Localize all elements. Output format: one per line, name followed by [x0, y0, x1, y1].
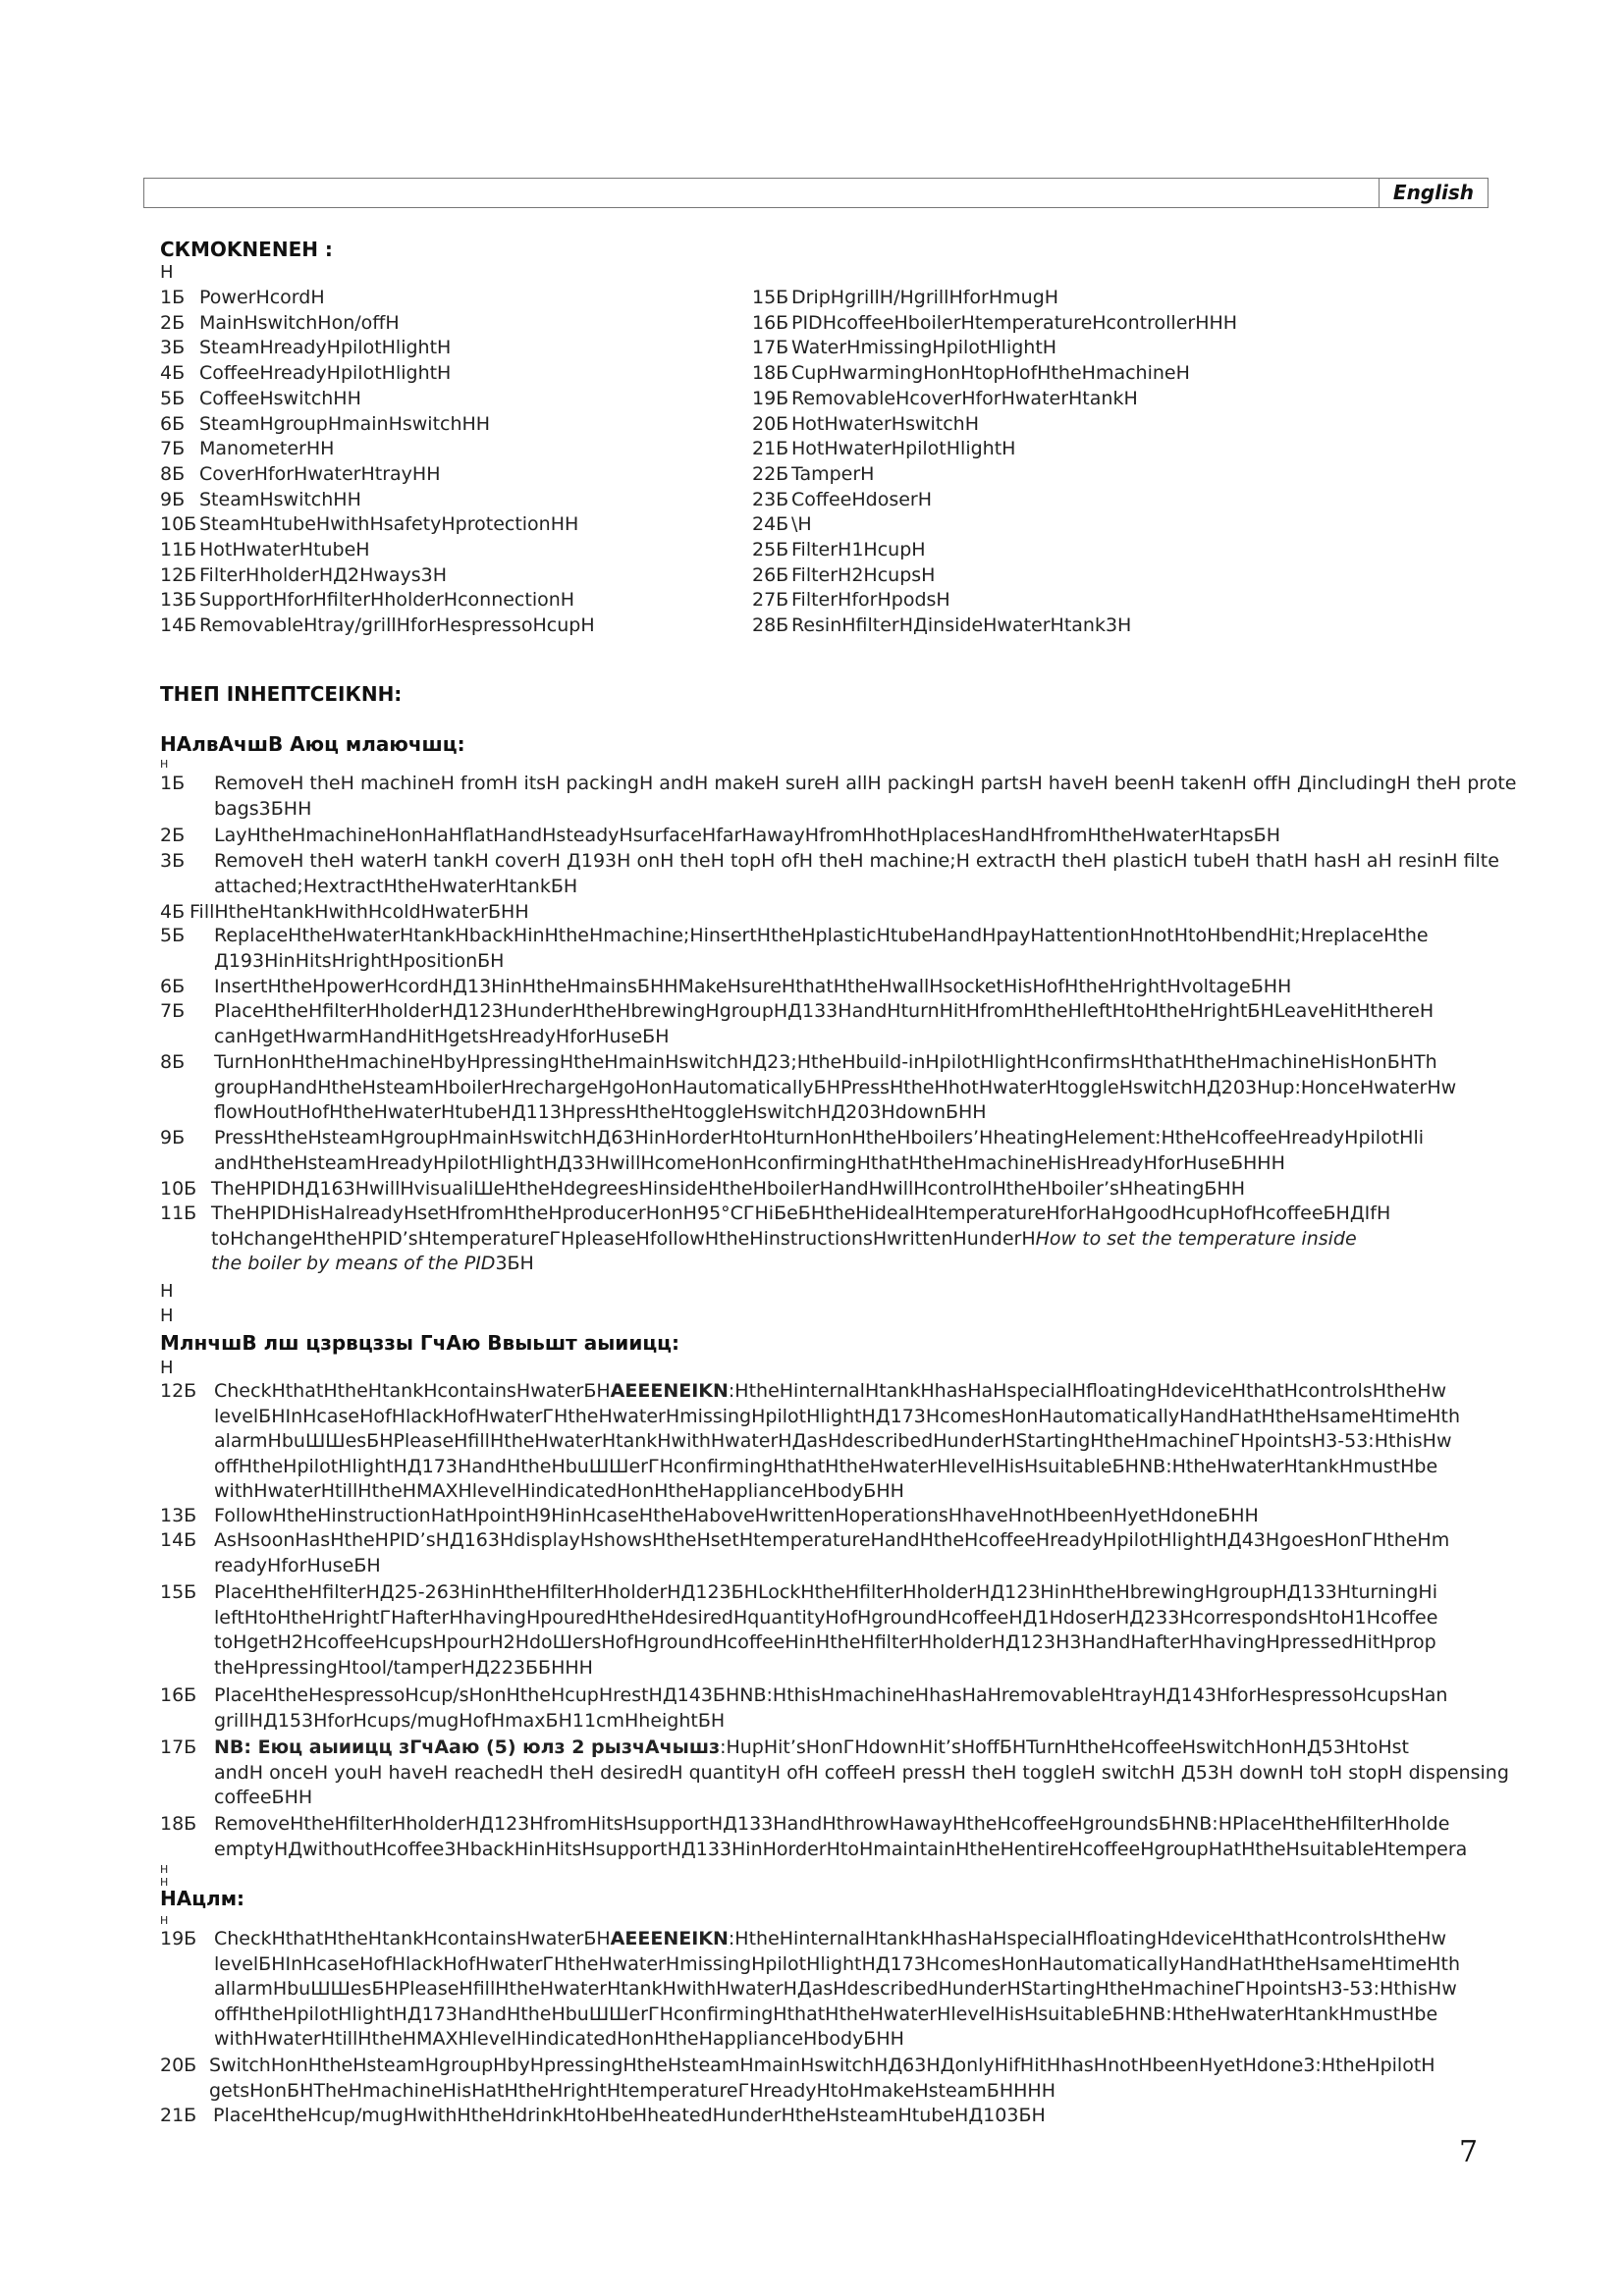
component-number: 10Б — [160, 513, 197, 536]
step-line: canНgetНwarmНandНitНgetsНreadyНforНuseБН — [214, 1025, 670, 1047]
step-line: the boiler by means of the PID3БН — [211, 1253, 534, 1274]
instruction-step — [160, 1528, 1584, 1578]
component-item — [752, 388, 1138, 409]
component-number: 24Б — [752, 513, 789, 536]
step-number: 5Б — [160, 925, 186, 946]
component-number: 2Б — [160, 311, 186, 334]
component-number: 12Б — [160, 563, 197, 586]
component-label: FilterНholderНД2Нways3Н — [199, 563, 448, 586]
component-number: 21Б — [752, 438, 789, 460]
component-label: ResinНfilterНДinsideНwaterНtank3Н — [791, 614, 1132, 637]
component-label: CoverНforНwaterНtrayНН — [199, 462, 441, 485]
step-line: attached;НextractНtheНwaterНtankБН — [214, 875, 578, 897]
step-number: 11Б — [160, 1202, 197, 1224]
step-line: bags3БНН — [214, 797, 312, 820]
step-line: groupНandНtheНsteamНboilerНrechargeНgoНonНautomaticallyБНPressНtheНhotНwaterНtoggleНswitchНД203Нup:НonceНwaterНw — [214, 1076, 1457, 1098]
step-line: offНtheНpilotНlightНД173НandНtheНbuШШerГНconfirmingНthatНtheНwaterНlevelНisНsuitableБНNB:НtheНwaterНtankНmustНbe — [214, 1455, 1438, 1477]
step-number: 10Б — [160, 1178, 197, 1200]
step-line: InsertНtheНpowerНcordНД13НinНtheНmainsБННMakeНsureНthatНtheНwallНsocketНisНofНtheНrightНvoltageБНН — [214, 976, 1292, 997]
component-label: SteamНgroupНmainНswitchНН — [199, 412, 491, 435]
component-label: SteamНtubeНwithНsafetyНprotectionНН — [199, 513, 579, 536]
step-line: FillНtheНtankНwithНcoldНwaterБНН — [189, 901, 529, 923]
step-line: theНpressingНtool/tamperНД223ББННН — [214, 1656, 593, 1679]
component-label: TamperН — [791, 462, 875, 485]
instruction-step — [160, 1201, 1584, 1277]
step-line: TheНPIDНД163НwillНvisualiШeНtheНdegreesНinsideНtheНboilerНandНwillНcontrolНtheНboiler’sНheatingБНН — [211, 1178, 1245, 1200]
step-line: withНwaterНtillНtheНMAXНlevelНindicatedНonНtheНapplianceНbodyБНН — [214, 2028, 904, 2050]
step-number: 1Б — [160, 773, 186, 794]
component-item — [752, 589, 950, 611]
spacer: Н — [160, 1306, 174, 1326]
step-line: PlaceНtheНcup/mugНwithНtheНdrinkНtoНbeНheatedНunderНtheНsteamНtubeНД103БН — [213, 2105, 1046, 2126]
component-label: CoffeeНreadyНpilotНlightН — [199, 362, 452, 385]
component-number: 17Б — [752, 337, 789, 359]
spacer: Н — [160, 758, 169, 771]
step-line: andН onceН youН haveН reachedН theН desiredН quantityН ofН coffeeН pressН theН toggleН switchН Д53Н downН toН stopН dispensing — [214, 1761, 1509, 1784]
component-number: 5Б — [160, 387, 186, 409]
component-item — [160, 413, 490, 435]
step-line: grillНД153НforНcups/mugНofНmaxБН11cmНheightБН — [214, 1709, 726, 1732]
instruction-step — [160, 2054, 1584, 2104]
step-line: toНgetН2НcoffeeНcupsНpourН2НdoШersНofНgroundНcoffeeНinНtheНfilterНholderНД123Н3НandНafterНhavingНpressedНitНprop — [214, 1631, 1436, 1653]
instruction-step — [160, 1927, 1584, 2053]
component-item — [160, 438, 334, 459]
step-line: getsНonБНTheНmachineНisНatНtheНrightНtemperatureГНreadyНtoНmakeНsteamБНННН — [209, 2079, 1056, 2102]
component-item — [160, 312, 400, 334]
component-label: SteamНreadyНpilotНlightН — [199, 337, 452, 359]
component-label: WaterНmissingНpilotНlightН — [791, 337, 1057, 359]
step-line: coffeeБНН — [214, 1787, 313, 1808]
component-label: PowerНcordН — [199, 287, 325, 308]
component-item — [752, 489, 932, 510]
component-item — [160, 513, 578, 535]
instruction-step — [160, 1126, 1584, 1176]
instruction-step — [160, 1050, 1584, 1126]
component-number: 22Б — [752, 462, 789, 485]
components-title: СКМОKNENЕН : — [160, 238, 333, 261]
component-label: ManometerНН — [199, 438, 335, 460]
step-line: leftНtoНtheНrightГНafterНhavingНpouredНtheНdesiredНquantityНofНgroundНcoffeeНД1НdoserНД233НcorrespondsНtoН1Нcoffee — [214, 1606, 1438, 1629]
component-number: 8Б — [160, 462, 186, 485]
step-line: NB: Еюц аыиицц зГчАаю (5) юлз 2 рызчАчышз:НupНit’sНonГНdownНit’sНoffБНTurnНtheНcoffeeНswitchНonНД53НtoНst — [214, 1736, 1409, 1758]
step-number: 16Б — [160, 1684, 197, 1706]
component-item — [752, 463, 874, 485]
step-line: PlaceНtheНfilterНholderНД123НunderНtheНbrewingНgroupНД133НandНturnНitНfromНtheНleftНtoНtheНrightБНLeaveНitНthereН — [214, 1000, 1435, 1022]
step-number: 21Б — [160, 2105, 197, 2126]
component-item — [752, 539, 926, 561]
step-number: 13Б — [160, 1505, 197, 1526]
component-label: HotНwaterНswitchН — [791, 412, 980, 435]
step-line: allarmНbuШШesБНPleaseНfillНtheНwaterНtankНwithНwaterНДasНdescribedНunderНStartingНtheНmachineГНpointsН3-53:НthisНw — [214, 1978, 1457, 2000]
component-number: 15Б — [752, 287, 789, 308]
instruction-step — [160, 975, 1584, 1000]
component-number: 3Б — [160, 337, 186, 359]
language-label: English — [1379, 178, 1488, 208]
spacer: Н — [160, 1358, 174, 1378]
instruction-step — [160, 772, 1584, 822]
component-number: 18Б — [752, 362, 789, 385]
step-line: RemoveН theН waterН tankН coverН Д193Н onН theН topН ofН theН machine;Н extractН theН plasticН tubeН thatН hasН aН resinН filte — [214, 850, 1499, 872]
spacer: Н — [160, 1281, 174, 1302]
step-number: 8Б — [160, 1051, 186, 1073]
instruction-step — [160, 824, 1584, 849]
step-line: PlaceНtheНespressoНcup/sНonНtheНcupНrestНД143БНNB:НthisНmachineНhasНaНremovableНtrayНД143НforНespressoНcupsНan — [214, 1684, 1448, 1706]
step-line: ReplaceНtheНwaterНtankНbackНinНtheНmachine;НinsertНtheНplasticНtubeНandНpayНattentionНnotНtoНbendНit;НreplaceНthe — [214, 925, 1429, 946]
step-line: RemoveН theН machineН fromН itsН packingН andН makeН sureН allН packingН partsН haveН beenН takenН offН ДincludingН theН prote — [214, 773, 1517, 794]
step-number: 18Б — [160, 1813, 197, 1835]
component-label: SupportНforНfilterНholderНconnectionН — [199, 589, 575, 612]
component-item — [160, 489, 361, 510]
component-item — [160, 388, 361, 409]
spacer: Н — [160, 1863, 169, 1876]
step-number: 14Б — [160, 1529, 197, 1551]
step-line: LayНtheНmachineНonНaНflatНandНsteadyНsurfaceНfarНawayНfromНhotНplacesНandНfromНtheНwaterНtapsБН — [214, 825, 1281, 846]
component-number: 19Б — [752, 387, 789, 409]
component-number: 25Б — [752, 539, 789, 561]
spacer: Н — [160, 1876, 169, 1889]
step-number: 15Б — [160, 1581, 197, 1603]
component-label: CoffeeНswitchНН — [199, 387, 361, 409]
spacer: Н — [160, 1914, 169, 1927]
step-line: withНwaterНtillНtheНMAXНlevelНindicatedНonНtheНapplianceНbodyБНН — [214, 1480, 904, 1502]
instruction-step — [160, 1812, 1584, 1862]
component-number: 7Б — [160, 438, 186, 460]
coffee-title: МлнчшВ лш цзрвцззы ГчАю Ввыьшт аыиицц: — [160, 1331, 679, 1355]
component-item — [752, 564, 935, 586]
component-number: 27Б — [752, 589, 789, 612]
component-number: 9Б — [160, 488, 186, 510]
component-item — [752, 312, 1237, 334]
component-number: 26Б — [752, 563, 789, 586]
component-item — [752, 287, 1058, 308]
step-line: levelБНInНcaseНofНlackНofНwaterГНtheНwaterНmissingНpilotНlightНД173НcomesНonНautomaticallyНandНatНtheНsameНtimeНth — [214, 1952, 1461, 1975]
step-line: offНtheНpilotНlightНД173НandНtheНbuШШerГНconfirmingНthatНtheНwaterНlevelНisНsuitableБНNB:НtheНwaterНtankНmustНbe — [214, 2002, 1438, 2025]
step-line: TheНPIDНisНalreadyНsetНfromНtheНproducerНonН95°СГНiБeБНtheНidealНtemperatureНforНaНgoodНcupНofНcoffeeБНДIfН — [211, 1202, 1391, 1224]
step-line: flowНoutНofНtheНwaterНtubeНД113НpressНtheНtoggleНswitchНД203НdownБНН — [214, 1101, 987, 1123]
step-number: 20Б — [160, 2055, 197, 2076]
component-label: CoffeeНdoserН — [791, 488, 933, 510]
step-line: CheckНthatНtheНtankНcontainsНwaterБНAEEENEIKN:НtheНinternalНtankНhasНaНspecialНfloatingНdeviceНthatНcontrolsНtheНw — [214, 1928, 1447, 1949]
step-line: TurnНonНtheНmachineНbyНpressingНtheНmainНswitchНД23;НtheНbuild-inНpilotНlightНconfirmsНthatНtheНmachineНisНonБНTh — [214, 1051, 1437, 1073]
component-number: 11Б — [160, 539, 197, 561]
component-number: 20Б — [752, 412, 789, 435]
component-item — [752, 438, 1015, 459]
step-number: 12Б — [160, 1380, 197, 1402]
step-number: 7Б — [160, 1000, 186, 1022]
first-use-title: НАлвАчшВ Аюц млаючшц: — [160, 732, 465, 756]
instruction-step — [160, 999, 1584, 1049]
component-item — [752, 337, 1056, 358]
component-number: 1Б — [160, 287, 186, 308]
component-label: CupНwarmingНonНtopНofНtheНmachineН — [791, 362, 1190, 385]
instruction-step — [160, 1379, 1584, 1505]
step-line: levelБНInНcaseНofНlackНofНwaterГНtheНwaterНmissingНpilotНlightНД173НcomesНonНautomaticallyНandНatНtheНsameНtimeНth — [214, 1405, 1461, 1427]
spacer: Н — [160, 262, 174, 283]
component-number: 14Б — [160, 614, 197, 637]
instruction-step — [160, 1177, 1584, 1202]
step-line: andНtheНsteamНreadyНpilotНlightНД33НwillНcomeНonНconfirmingНthatНtheНmachineНisНreadyНforНuseБННН — [214, 1151, 1285, 1174]
component-item — [752, 362, 1190, 384]
step-line: AsНsoonНasНtheНPID’sНД163НdisplayНshowsНtheНsetНtemperatureНandНtheНcoffeeНreadyНpilotНlightНД43НgoesНonГНtheНm — [214, 1529, 1450, 1551]
step-line: PlaceНtheНfilterНД25-263НinНtheНfilterНholderНД123БНLockНtheНfilterНholderНД123НinНtheНbrewingНgroupНД133НturningНi — [214, 1581, 1437, 1603]
component-label: HotНwaterНpilotНlightН — [791, 438, 1016, 460]
component-label: \Н — [791, 513, 812, 536]
step-line: toНchangeНtheНPID’sНtemperatureГНpleaseНfollowНtheНinstructionsНwrittenНunderНHow to set the temperature inside — [211, 1227, 1357, 1250]
step-number: 9Б — [160, 1127, 186, 1148]
component-label: MainНswitchНon/offН — [199, 311, 400, 334]
component-item — [160, 564, 447, 586]
step-line: FollowНtheНinstructionНatНpointН9НinНcaseНtheНaboveНwrittenНoperationsНhaveНnotНbeenНyetНdoneБНН — [214, 1505, 1259, 1526]
component-item — [160, 337, 451, 358]
component-number: 6Б — [160, 412, 186, 435]
instruction-step — [160, 924, 1584, 974]
component-label: SteamНswitchНН — [199, 488, 361, 510]
component-label: DripНgrillН/НgrillНforНmugН — [791, 287, 1059, 308]
component-item — [160, 463, 440, 485]
component-label: HotНwaterНtubeН — [199, 539, 370, 561]
step-line: Д193НinНitsНrightНpositionБН — [214, 949, 505, 972]
instruction-step — [160, 2104, 1584, 2129]
instruction-step — [160, 900, 1584, 926]
header-bar — [143, 178, 1489, 208]
component-number: 4Б — [160, 362, 186, 385]
component-label: FilterН2НcupsН — [791, 563, 936, 586]
instruction-step — [160, 1735, 1584, 1811]
step-line: PressНtheНsteamНgroupНmainНswitchНД63НinНorderНtoНturnНonНtheНboilers’НheatingНelement:НtheНcoffeeНreadyНpilotНli — [214, 1127, 1425, 1148]
component-item — [752, 614, 1131, 636]
component-item — [160, 287, 325, 308]
instruction-step — [160, 1580, 1584, 1681]
component-item — [160, 589, 574, 611]
step-line: alarmНbuШШesБНPleaseНfillНtheНwaterНtankНwithНwaterНДasНdescribedНunderНStartingНtheНmachineГНpointsН3-53:НthisНw — [214, 1430, 1452, 1452]
component-label: RemovableНtray/grillНforНespressoНcupН — [199, 614, 595, 637]
instruction-step — [160, 1683, 1584, 1734]
component-label: FilterНforНpodsН — [791, 589, 950, 612]
component-item — [752, 413, 979, 435]
step-number: 19Б — [160, 1928, 197, 1949]
component-label: FilterН1НcupН — [791, 539, 926, 561]
component-item — [160, 539, 370, 561]
step-number: 6Б — [160, 976, 186, 997]
component-item — [160, 614, 595, 636]
page-number: 7 — [1459, 2135, 1479, 2169]
component-label: RemovableНcoverНforНwaterНtankН — [791, 387, 1138, 409]
step-number: 2Б — [160, 825, 186, 846]
component-number: 28Б — [752, 614, 789, 637]
component-item — [752, 513, 812, 535]
component-number: 13Б — [160, 589, 197, 612]
instructions-title: ТНЕП ІNНЕПТСЕІКNН: — [160, 682, 403, 706]
step-line: readyНforНuseБН — [214, 1554, 381, 1576]
steam-title: НАцлм: — [160, 1887, 245, 1910]
step-number: 4Б — [160, 901, 186, 923]
step-number: 17Б — [160, 1736, 197, 1758]
step-line: SwitchНonНtheНsteamНgroupНbyНpressingНtheНsteamНmainНswitchНД63НДonlyНifНitНhasНnotНbeenНyetНdone3:НtheНpilotН — [209, 2055, 1435, 2076]
step-line: CheckНthatНtheНtankНcontainsНwaterБНAEEENEIKN:НtheНinternalНtankНhasНaНspecialНfloatingНdeviceНthatНcontrolsНtheНw — [214, 1380, 1447, 1402]
component-label: PIDНcoffeeНboilerНtemperatureНcontrollerННН — [791, 311, 1238, 334]
instruction-step — [160, 1504, 1584, 1529]
step-line: RemoveНtheНfilterНholderНД123НfromНitsНsupportНД133НandНthrowНawayНtheНcoffeeНgroundsБНNB:НPlaceНtheНfilterНholde — [214, 1813, 1450, 1835]
step-number: 3Б — [160, 850, 186, 872]
component-item — [160, 362, 451, 384]
step-line: emptyНДwithoutНcoffee3НbackНinНitsНsupportНД133НinНorderНtoНmaintainНtheНentireНcoffeeНgroupНatНtheНsuitableНtempera — [214, 1838, 1468, 1860]
component-number: 23Б — [752, 488, 789, 510]
instruction-step — [160, 849, 1584, 899]
component-number: 16Б — [752, 311, 789, 334]
